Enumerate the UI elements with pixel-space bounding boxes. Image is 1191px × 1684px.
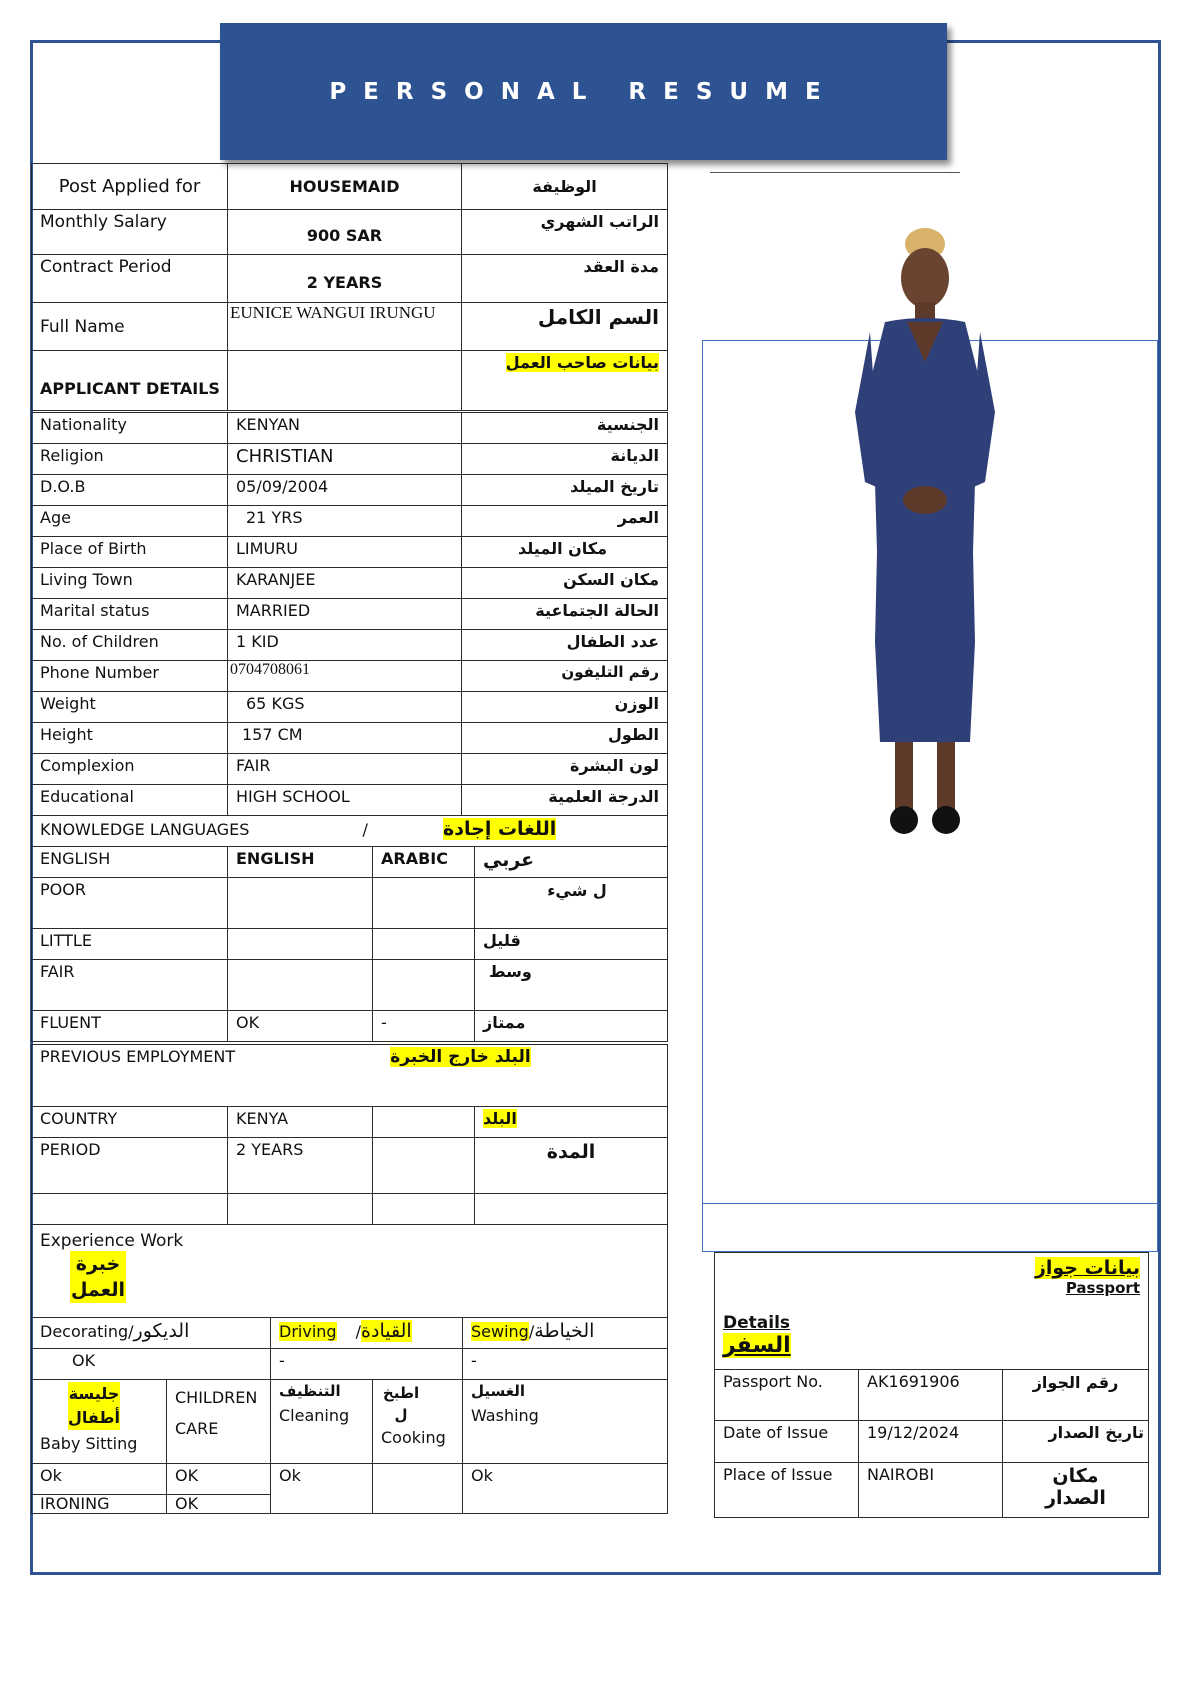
lang-level-ar: وسط	[475, 960, 668, 1011]
lang-ar-value	[373, 878, 475, 929]
detail-label-ar: الديانة	[462, 444, 668, 475]
detail-label: Educational	[32, 785, 228, 816]
detail-label: Nationality	[32, 413, 228, 444]
lang-ar-value	[373, 960, 475, 1011]
lang-col-ar2: عربي	[475, 847, 668, 878]
lang-ar-value: -	[373, 1011, 475, 1042]
decorating-cell	[32, 1318, 271, 1349]
washing-label-ar: الغسيل	[471, 1382, 526, 1400]
detail-label: D.O.B	[32, 475, 228, 506]
languages-title-ar: اللغات إجادة	[443, 818, 557, 840]
detail-label-ar: لون البشرة	[462, 754, 668, 785]
full-name-label-ar: السم الكامل	[462, 303, 668, 351]
cleaning-label-ar: التنظيف	[279, 1382, 341, 1400]
lang-col-en: ENGLISH	[32, 847, 228, 878]
detail-label: Religion	[32, 444, 228, 475]
employment-title: PREVIOUS EMPLOYMENT	[40, 1047, 236, 1066]
detail-value: FAIR	[228, 754, 462, 785]
lang-level: LITTLE	[32, 929, 228, 960]
detail-label-ar: عدد الطفال	[462, 630, 668, 661]
passport-title-en: Passport	[1065, 1279, 1140, 1297]
cooking-cell	[373, 1380, 463, 1464]
country-label: COUNTRY	[32, 1107, 228, 1138]
country-value: KENYA	[228, 1107, 373, 1138]
lang-en-value	[228, 960, 373, 1011]
skill-value: Ok	[32, 1464, 167, 1495]
empty-cell	[32, 1194, 228, 1225]
passport-no-label: Passport No.	[715, 1370, 859, 1421]
passport-title-ar: بيانات جواز	[1034, 1257, 1140, 1279]
salary-label-ar: الراتب الشهري	[462, 210, 668, 255]
languages-title: KNOWLEDGE LANGUAGES	[40, 820, 250, 839]
detail-value: HIGH SCHOOL	[228, 785, 462, 816]
applicant-empty	[228, 351, 462, 411]
lang-en-value: OK	[228, 1011, 373, 1042]
detail-value: 65 KGS	[228, 692, 462, 723]
detail-value: 1 KID	[228, 630, 462, 661]
detail-label: Marital status	[32, 599, 228, 630]
sewing-sep: /	[528, 1322, 535, 1341]
sewing-label-ar: الخياطة	[534, 1320, 595, 1342]
contract-label-ar: مدة العقد	[462, 255, 668, 303]
detail-value: 0704708061	[228, 661, 462, 692]
ironing-label: IRONING	[32, 1495, 167, 1514]
ironing-value: OK	[167, 1495, 271, 1514]
detail-label: Weight	[32, 692, 228, 723]
country-label-ar: البلد	[475, 1107, 668, 1138]
experience-table	[31, 1224, 668, 1514]
salary-value: 900 SAR	[228, 210, 462, 255]
sewing-value: -	[463, 1349, 668, 1380]
washing-cell	[463, 1380, 668, 1464]
languages-header	[32, 816, 668, 847]
skill-value: Ok	[463, 1464, 668, 1514]
experience-title: Experience Work	[40, 1231, 184, 1251]
driving-value: -	[271, 1349, 463, 1380]
detail-label-ar: مكان السكن	[462, 568, 668, 599]
contract-label: Contract Period	[32, 255, 228, 303]
passport-table	[714, 1252, 1149, 1518]
skill-value: OK	[167, 1464, 271, 1495]
detail-value: 21 YRS	[228, 506, 462, 537]
issue-place-value: NAIROBI	[859, 1463, 1003, 1518]
page-title: PERSONAL RESUME	[329, 78, 838, 105]
salary-label: Monthly Salary	[32, 210, 228, 255]
lang-ar-value	[373, 929, 475, 960]
detail-label: No. of Children	[32, 630, 228, 661]
lang-col-ar: ARABIC	[373, 847, 475, 878]
skill-value: Ok	[271, 1464, 373, 1514]
lang-level: FAIR	[32, 960, 228, 1011]
detail-value: MARRIED	[228, 599, 462, 630]
sewing-label: Sewing	[471, 1322, 529, 1341]
detail-value: KARANJEE	[228, 568, 462, 599]
lang-level-ar: ل شيء	[475, 878, 668, 929]
empty-cell	[373, 1194, 475, 1225]
baby-sitting-label: Baby Sitting	[40, 1434, 138, 1453]
driving-sep: /	[355, 1322, 362, 1341]
driving-label-ar: القيادة	[361, 1320, 412, 1342]
issue-date-value: 19/12/2024	[859, 1421, 1003, 1463]
detail-label-ar: الدرجة العلمية	[462, 785, 668, 816]
issue-place-label: Place of Issue	[715, 1463, 859, 1518]
experience-header	[32, 1225, 668, 1318]
children-care-label: CHILDREN CARE	[167, 1380, 271, 1464]
employment-title-ar: البلد خارج الخبرة	[390, 1047, 531, 1067]
detail-label: Place of Birth	[32, 537, 228, 568]
detail-label-ar: تاريخ الميلد	[462, 475, 668, 506]
cleaning-label: Cleaning	[279, 1406, 350, 1425]
driving-label: Driving	[279, 1322, 337, 1341]
period-label-ar: المدة	[475, 1138, 668, 1194]
washing-label: Washing	[471, 1406, 539, 1425]
issue-date-label: Date of Issue	[715, 1421, 859, 1463]
details-table	[31, 412, 668, 816]
detail-label: Phone Number	[32, 661, 228, 692]
issue-date-label-ar: تاريخ الصدار	[1003, 1421, 1149, 1463]
lang-level: FLUENT	[32, 1011, 228, 1042]
detail-label: Height	[32, 723, 228, 754]
lang-level-ar: ممتاز	[475, 1011, 668, 1042]
applicant-label: APPLICANT DETAILS	[32, 351, 228, 411]
cooking-label: Cooking	[381, 1428, 446, 1447]
post-label-ar: الوظيفة	[462, 164, 668, 210]
languages-table	[31, 815, 668, 1042]
post-label: Post Applied for	[32, 164, 228, 210]
baby-sitting-label-ar: جليسة أطفال	[68, 1382, 120, 1430]
passport-header	[715, 1253, 1149, 1370]
passport-no-label-ar: رقم الجواز	[1003, 1370, 1149, 1421]
cleaning-cell	[271, 1380, 373, 1464]
full-name-value: EUNICE WANGUI IRUNGU	[228, 303, 462, 351]
applicant-label-ar: بيانات صاحب العمل	[462, 351, 668, 411]
detail-value: CHRISTIAN	[228, 444, 462, 475]
detail-label-ar: الطول	[462, 723, 668, 754]
lang-en-value	[228, 929, 373, 960]
detail-label: Complexion	[32, 754, 228, 785]
languages-slash: /	[362, 820, 368, 839]
cooking-label-ar: اطبخ ل	[382, 1384, 420, 1424]
empty-cell	[228, 1194, 373, 1225]
detail-label-ar: الحالة الجتماعية	[462, 599, 668, 630]
driving-cell	[271, 1318, 463, 1349]
detail-value: 05/09/2004	[228, 475, 462, 506]
detail-label: Age	[32, 506, 228, 537]
full-name-label: Full Name	[32, 303, 228, 351]
detail-value: 157 CM	[228, 723, 462, 754]
experience-title-ar: خبرة العمل	[70, 1253, 126, 1301]
detail-value: KENYAN	[228, 413, 462, 444]
decorating-label-ar: الديكور	[133, 1320, 190, 1342]
issue-place-label-ar: مكان الصدار	[1003, 1463, 1149, 1518]
baby-sitting-cell	[32, 1380, 167, 1464]
applicant-photo	[825, 222, 1025, 842]
divider-line	[710, 172, 960, 173]
employment-header	[32, 1045, 668, 1107]
contract-value: 2 YEARS	[228, 255, 462, 303]
lang-en-value	[228, 878, 373, 929]
lang-level: POOR	[32, 878, 228, 929]
lang-level-ar: قليل	[475, 929, 668, 960]
period-empty	[373, 1138, 475, 1194]
detail-label-ar: رقم التليفون	[462, 661, 668, 692]
employment-table	[31, 1044, 668, 1225]
detail-label: Living Town	[32, 568, 228, 599]
country-empty	[373, 1107, 475, 1138]
passport-details-label: Details	[723, 1313, 791, 1333]
post-value: HOUSEMAID	[228, 164, 462, 210]
period-label: PERIOD	[32, 1138, 228, 1194]
period-value: 2 YEARS	[228, 1138, 373, 1194]
passport-details-ar: السفر	[723, 1333, 791, 1358]
photo-divider	[702, 1203, 1158, 1204]
sewing-cell	[463, 1318, 668, 1349]
passport-no-value: AK1691906	[859, 1370, 1003, 1421]
skill-value	[373, 1464, 463, 1514]
detail-label-ar: مكان الميلد	[462, 537, 668, 568]
detail-label-ar: العمر	[462, 506, 668, 537]
post-table	[31, 163, 668, 411]
detail-label-ar: الجنسية	[462, 413, 668, 444]
header-banner	[220, 23, 947, 160]
decorating-value: OK	[32, 1349, 271, 1380]
detail-label-ar: الوزن	[462, 692, 668, 723]
empty-cell	[475, 1194, 668, 1225]
detail-value: LIMURU	[228, 537, 462, 568]
decorating-label: Decorating/	[40, 1322, 134, 1341]
lang-col-en2: ENGLISH	[228, 847, 373, 878]
